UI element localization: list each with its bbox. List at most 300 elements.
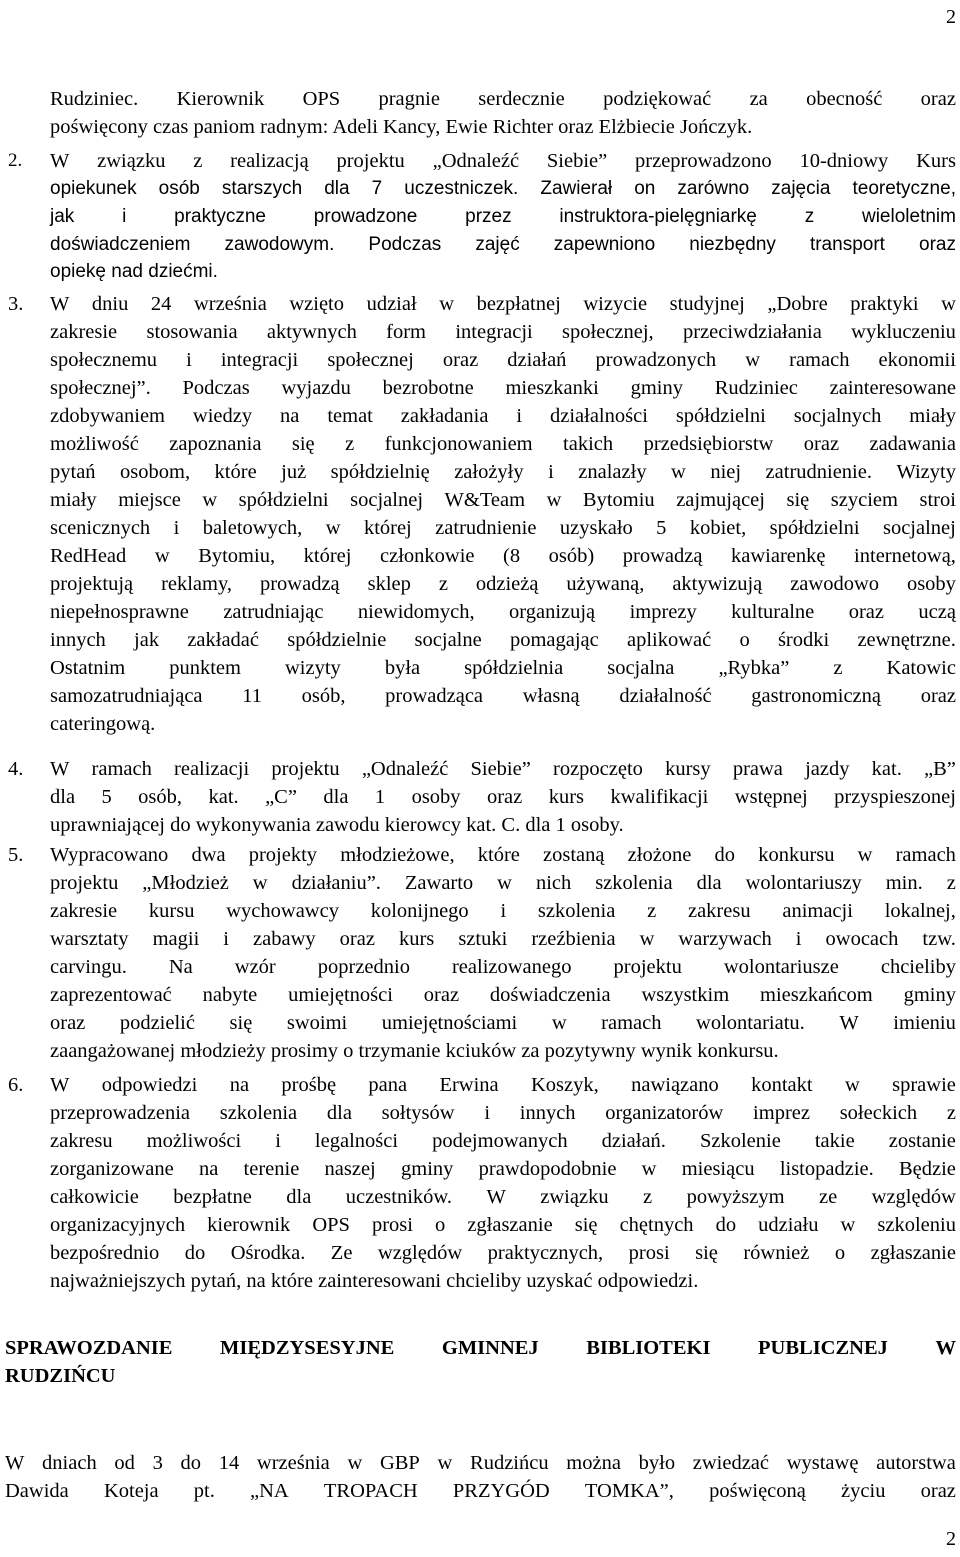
word: sprawie bbox=[892, 1074, 956, 1096]
word: projektu bbox=[613, 956, 682, 978]
word: min. bbox=[885, 872, 923, 894]
word: wyjazdu bbox=[281, 377, 351, 399]
word: przez bbox=[465, 206, 512, 227]
word: (8 bbox=[503, 545, 521, 567]
word: przeciwdziałania bbox=[683, 321, 822, 343]
word: wzór bbox=[234, 956, 276, 978]
line-text: cateringową. bbox=[50, 713, 156, 735]
word: magii bbox=[152, 928, 200, 950]
word: „B” bbox=[924, 758, 956, 780]
word: OPS bbox=[302, 88, 341, 110]
word: nabyte bbox=[202, 984, 258, 1006]
word: Podczas bbox=[368, 234, 442, 255]
word: projekty bbox=[248, 844, 318, 866]
word: gminy bbox=[630, 377, 683, 399]
list-item-line bbox=[50, 204, 956, 230]
word: Będzie bbox=[898, 1158, 956, 1180]
word: niej bbox=[710, 461, 742, 483]
word: „Odnaleźć bbox=[432, 150, 520, 172]
word: owocach bbox=[825, 928, 899, 950]
word: innych bbox=[50, 629, 106, 651]
word: GBP bbox=[379, 1452, 420, 1474]
list-item-number: 4. bbox=[8, 758, 24, 780]
word: integracji bbox=[220, 349, 299, 371]
word: w bbox=[154, 545, 170, 567]
list-item-line bbox=[50, 627, 956, 653]
word: umiejętnościami bbox=[381, 1012, 518, 1034]
word: związku bbox=[540, 1186, 609, 1208]
word: działaniu”. bbox=[291, 872, 381, 894]
word: w bbox=[840, 1214, 856, 1236]
word: legalności bbox=[314, 1130, 399, 1152]
list-item-line bbox=[50, 571, 956, 597]
line-text: RUDZIŃCU bbox=[5, 1365, 116, 1387]
word: serdecznie bbox=[478, 88, 565, 110]
word: dla bbox=[324, 178, 350, 199]
word: PRZYGÓD bbox=[452, 1480, 550, 1502]
word: realizacji bbox=[174, 758, 250, 780]
word: dwa bbox=[191, 844, 226, 866]
word: i bbox=[173, 517, 180, 539]
word: imieniu bbox=[893, 1012, 956, 1034]
word: kierownik bbox=[207, 1214, 291, 1236]
word: prowadzone bbox=[313, 206, 418, 227]
word: Bytomiu, bbox=[198, 545, 276, 567]
word: oraz bbox=[50, 1012, 86, 1034]
word: zainteresowane bbox=[829, 377, 956, 399]
word: umiejętności bbox=[288, 984, 393, 1006]
word: które bbox=[477, 844, 520, 866]
word: Na bbox=[168, 956, 193, 978]
word: 3 bbox=[152, 1452, 163, 1474]
word: BIBLIOTEKI bbox=[586, 1337, 711, 1359]
word: i bbox=[500, 900, 507, 922]
word: organizacyjnych bbox=[50, 1214, 186, 1236]
word: do bbox=[180, 1452, 202, 1474]
word: względów bbox=[377, 1242, 463, 1264]
word: socjalne bbox=[414, 629, 482, 651]
word: możliwość bbox=[50, 433, 139, 455]
word: szkolenia bbox=[219, 1102, 298, 1124]
word: mieszkanki bbox=[505, 377, 599, 399]
word: Ze bbox=[330, 1242, 353, 1264]
word: uzyskało bbox=[559, 517, 633, 539]
word: autorstwa bbox=[876, 1452, 956, 1474]
word: sołtysów bbox=[381, 1102, 455, 1124]
word: wystawę bbox=[786, 1452, 859, 1474]
line-text: poświęcony czas paniom radnym: Adeli Kancy, Ewie Richter oraz Elżbiecie Jończyk. bbox=[50, 116, 753, 138]
word: oraz bbox=[848, 601, 884, 623]
word: teoretyczne, bbox=[852, 178, 956, 199]
word: Ośrodka. bbox=[230, 1242, 306, 1264]
word: Rudzińcu bbox=[470, 1452, 549, 1474]
list-item-line bbox=[50, 1038, 956, 1064]
word: zakładać bbox=[187, 629, 260, 651]
word: uczą bbox=[918, 601, 956, 623]
word: o bbox=[435, 1214, 446, 1236]
word: i bbox=[484, 1102, 491, 1124]
word: socjalnych bbox=[793, 405, 882, 427]
word: samozatrudniająca bbox=[50, 685, 203, 707]
word: prosi bbox=[371, 1214, 413, 1236]
word: imprezy bbox=[629, 601, 697, 623]
section-heading-line bbox=[5, 1363, 956, 1389]
word: warzywach bbox=[678, 928, 772, 950]
word: takie bbox=[814, 1130, 855, 1152]
word: w bbox=[497, 872, 512, 894]
word: uczestników. bbox=[345, 1186, 453, 1208]
word: Kurs bbox=[916, 150, 956, 172]
list-item-line bbox=[50, 784, 956, 810]
word: starszych bbox=[221, 178, 303, 199]
word: szkolenia bbox=[537, 900, 616, 922]
list-item-line bbox=[50, 259, 956, 285]
word: carvingu. bbox=[50, 956, 127, 978]
word: listopadzie. bbox=[779, 1158, 874, 1180]
word: spółdzielnię bbox=[330, 461, 430, 483]
word: organizatorów bbox=[605, 1102, 724, 1124]
word: w bbox=[252, 872, 268, 894]
word: podejmowanych bbox=[432, 1130, 568, 1152]
word: z bbox=[804, 206, 815, 227]
word: projektu bbox=[50, 872, 119, 894]
word: pragnie bbox=[378, 88, 440, 110]
word: „Odnaleźć bbox=[361, 758, 449, 780]
word: w bbox=[941, 293, 956, 315]
word: on bbox=[634, 178, 656, 199]
word: wizyty bbox=[284, 657, 341, 679]
word: mieszkańcom bbox=[760, 984, 873, 1006]
word: zostaną bbox=[543, 844, 605, 866]
word: w bbox=[202, 489, 218, 511]
word: i bbox=[548, 461, 554, 483]
word: i bbox=[122, 206, 127, 227]
word: MIĘDZYSESYJNE bbox=[220, 1337, 395, 1359]
word: zadawania bbox=[869, 433, 956, 455]
word: animacji bbox=[782, 900, 853, 922]
word: gminy bbox=[401, 1158, 454, 1180]
word: Kierownik bbox=[176, 88, 265, 110]
word: zgłaszanie bbox=[870, 1242, 956, 1264]
word: na bbox=[280, 405, 300, 427]
word: terenie bbox=[243, 1158, 300, 1180]
word: zaprezentować bbox=[50, 984, 172, 1006]
word: wykluczeniu bbox=[851, 321, 956, 343]
word: przeprowadzono bbox=[635, 150, 772, 172]
word: zawodowo bbox=[790, 573, 880, 595]
word: stosowania bbox=[146, 321, 238, 343]
word: aktywizują bbox=[672, 573, 763, 595]
word: obecność bbox=[806, 88, 883, 110]
list-item-line bbox=[50, 347, 956, 373]
word: środki bbox=[777, 629, 830, 651]
word: używaną, bbox=[566, 573, 645, 595]
word: z bbox=[643, 1186, 653, 1208]
word: młodzieżowe, bbox=[340, 844, 455, 866]
word: innych bbox=[519, 1102, 576, 1124]
word: w bbox=[437, 1452, 453, 1474]
word: praktyki bbox=[850, 293, 919, 315]
word: wzięto bbox=[289, 293, 345, 315]
word: Katowic bbox=[886, 657, 956, 679]
word: organizują bbox=[509, 601, 596, 623]
word: oraz bbox=[920, 685, 956, 707]
word: 14 bbox=[218, 1452, 240, 1474]
list-item-line bbox=[50, 683, 956, 709]
word: gastronomiczną bbox=[751, 685, 882, 707]
list-item-line bbox=[50, 1100, 956, 1126]
word: od bbox=[114, 1452, 135, 1474]
word: do bbox=[714, 844, 736, 866]
word: dla bbox=[50, 786, 76, 808]
word: Wizyty bbox=[896, 461, 956, 483]
word: bezpłatne bbox=[173, 1186, 252, 1208]
word: do bbox=[715, 1214, 737, 1236]
word: osoby bbox=[411, 786, 461, 808]
word: Podczas bbox=[182, 377, 250, 399]
word: ramach bbox=[789, 349, 850, 371]
word: 11 bbox=[242, 685, 262, 707]
word: W bbox=[935, 1337, 956, 1359]
line-text: najważniejszych pytań, na które zainteresowani chcieliby uzyskać odpowiedzi. bbox=[50, 1270, 699, 1292]
word: spółdzielni bbox=[675, 405, 766, 427]
word: września bbox=[256, 1452, 330, 1474]
word: doświadczeniem bbox=[50, 234, 191, 255]
word: zatrudniając bbox=[223, 601, 324, 623]
word: dniu bbox=[91, 293, 129, 315]
list-item-line bbox=[50, 319, 956, 345]
word: integracji bbox=[455, 321, 533, 343]
word: której bbox=[303, 545, 352, 567]
word: do bbox=[184, 1242, 206, 1264]
list-item-line bbox=[50, 176, 956, 202]
word: punktem bbox=[169, 657, 241, 679]
word: W bbox=[486, 1186, 506, 1208]
word: kurs bbox=[398, 928, 435, 950]
list-item-line bbox=[50, 1010, 956, 1036]
word: dla bbox=[323, 786, 349, 808]
word: już bbox=[281, 461, 307, 483]
word: niewidomych, bbox=[357, 601, 475, 623]
word: 5 bbox=[101, 786, 112, 808]
word: W bbox=[50, 293, 70, 315]
word: stroi bbox=[919, 489, 956, 511]
word: oraz bbox=[486, 786, 523, 808]
word: zakładania bbox=[400, 405, 489, 427]
word: jak bbox=[134, 629, 160, 651]
line-text: uprawniającej do wykonywania zawodu kierowcy kat. C. dla 1 osoby. bbox=[50, 814, 624, 836]
word: wolontariatu. bbox=[696, 1012, 805, 1034]
word: oraz bbox=[339, 928, 375, 950]
word: prosi bbox=[628, 1242, 670, 1264]
word: „Młodzież bbox=[142, 872, 229, 894]
word: pana bbox=[368, 1074, 408, 1096]
list-item-line bbox=[50, 1072, 956, 1098]
word: aktywnych bbox=[266, 321, 357, 343]
list-item-line bbox=[50, 1212, 956, 1238]
word: socjalnej bbox=[350, 489, 424, 511]
word: oraz bbox=[803, 433, 840, 455]
list-item-line bbox=[50, 148, 956, 174]
word: spółdzielnie bbox=[287, 629, 387, 651]
list-item-line bbox=[50, 655, 956, 681]
word: OPS bbox=[312, 1214, 350, 1236]
word: spółdzielni bbox=[769, 517, 860, 539]
word: Zawarto bbox=[404, 872, 474, 894]
list-item-line bbox=[50, 711, 956, 737]
list-item-line bbox=[50, 599, 956, 625]
list-item-number: 3. bbox=[8, 293, 24, 315]
word: i bbox=[516, 405, 523, 427]
word: kulturalne bbox=[731, 601, 815, 623]
word: społecznej bbox=[327, 349, 414, 371]
word: wizycie bbox=[583, 293, 648, 315]
word: osobom, bbox=[120, 461, 191, 483]
word: Siebie” bbox=[470, 758, 531, 780]
word: związku bbox=[97, 150, 166, 172]
list-item-line bbox=[50, 1240, 956, 1266]
list-item-line bbox=[50, 926, 956, 952]
word: oraz bbox=[920, 88, 956, 110]
word: w bbox=[325, 517, 341, 539]
word: pt. bbox=[193, 1480, 215, 1502]
word: społecznej, bbox=[562, 321, 654, 343]
word: Zawierał bbox=[540, 178, 613, 199]
word: z bbox=[946, 1102, 956, 1124]
word: i bbox=[795, 928, 802, 950]
word: zorganizowane bbox=[50, 1158, 174, 1180]
word: Dawida bbox=[5, 1480, 69, 1502]
word: kurs bbox=[548, 786, 585, 808]
word: osoby bbox=[906, 573, 956, 595]
word: Siebie” bbox=[546, 150, 608, 172]
list-item-line bbox=[50, 812, 956, 838]
word: jazdy bbox=[805, 758, 850, 780]
list-item-line bbox=[50, 1268, 956, 1294]
word: miały bbox=[50, 489, 97, 511]
word: wychowawcy bbox=[226, 900, 339, 922]
word: podziękować bbox=[603, 88, 712, 110]
section-heading-line bbox=[5, 1335, 956, 1361]
word: takich bbox=[563, 433, 614, 455]
word: społecznemu bbox=[50, 349, 158, 371]
word: ramach bbox=[601, 1012, 662, 1034]
word: w bbox=[639, 928, 655, 950]
word: się bbox=[695, 1242, 718, 1264]
word: praktycznych, bbox=[487, 1242, 604, 1264]
word: udział bbox=[366, 293, 417, 315]
list-item-number: 5. bbox=[8, 844, 24, 866]
word: i bbox=[275, 1130, 281, 1152]
word: funkcjonowaniem bbox=[384, 433, 533, 455]
word: niezbędny bbox=[689, 234, 776, 255]
word: kawiarenkę bbox=[731, 545, 826, 567]
word: znalazły bbox=[578, 461, 647, 483]
list-item-line bbox=[50, 1156, 956, 1182]
word: w bbox=[857, 844, 873, 866]
word: „NA bbox=[250, 1480, 289, 1502]
word: wszystkim bbox=[641, 984, 730, 1006]
paragraph-line bbox=[5, 1478, 956, 1504]
word: własną bbox=[522, 685, 580, 707]
word: przyspieszonej bbox=[834, 786, 956, 808]
word: wolontariusze bbox=[723, 956, 839, 978]
word: zajęcia bbox=[771, 178, 831, 199]
list-item-line bbox=[50, 982, 956, 1008]
word: doświadczenia bbox=[489, 984, 611, 1006]
word: przedsiębiorstw bbox=[643, 433, 774, 455]
word: o bbox=[834, 1242, 846, 1264]
word: „C” bbox=[265, 786, 297, 808]
word: w bbox=[439, 293, 455, 315]
word: prowadzą bbox=[259, 573, 340, 595]
word: działań bbox=[507, 349, 567, 371]
word: zatrudnienie bbox=[435, 517, 537, 539]
word: Szkolenie bbox=[699, 1130, 781, 1152]
word: dniach bbox=[42, 1452, 97, 1474]
word: 7 bbox=[371, 178, 383, 199]
word: Wypracowano bbox=[50, 844, 169, 866]
list-item-line bbox=[50, 756, 956, 782]
word: dla bbox=[696, 872, 722, 894]
word: zabawy bbox=[253, 928, 316, 950]
list-item-line bbox=[50, 898, 956, 924]
word: zarówno bbox=[677, 178, 750, 199]
word: na bbox=[229, 1074, 250, 1096]
word: zakresie bbox=[50, 900, 118, 922]
list-item-line bbox=[50, 954, 956, 980]
word: SPRAWOZDANIE bbox=[5, 1337, 173, 1359]
word: osób, bbox=[138, 786, 183, 808]
word: zakresu bbox=[50, 1130, 113, 1152]
word: W bbox=[50, 150, 70, 172]
word: Koszyk, bbox=[531, 1074, 599, 1096]
word: prawdopodobnie bbox=[478, 1158, 617, 1180]
list-item-line bbox=[50, 842, 956, 868]
word: z bbox=[946, 872, 956, 894]
word: z bbox=[833, 657, 843, 679]
word: bezpośrednio bbox=[50, 1242, 160, 1264]
word: naszej bbox=[324, 1158, 376, 1180]
word: form bbox=[386, 321, 427, 343]
word: temat bbox=[327, 405, 373, 427]
word: praktyczne bbox=[174, 206, 266, 227]
word: studyjnej bbox=[669, 293, 745, 315]
list-item-line bbox=[50, 375, 956, 401]
list-item-line bbox=[50, 291, 956, 317]
list-item-number: 6. bbox=[8, 1074, 24, 1096]
word: działań. bbox=[601, 1130, 666, 1152]
word: 1 bbox=[374, 786, 386, 808]
word: W bbox=[50, 1074, 70, 1096]
word: całkowicie bbox=[50, 1186, 139, 1208]
word: w bbox=[641, 1158, 657, 1180]
word: podzielić bbox=[119, 1012, 195, 1034]
word: kobiet, bbox=[689, 517, 747, 539]
word: złożone bbox=[627, 844, 692, 866]
word: Bytomiu bbox=[582, 489, 655, 511]
word: scenicznych bbox=[50, 517, 151, 539]
word: przeprowadzenia bbox=[50, 1102, 190, 1124]
list-item-line bbox=[50, 459, 956, 485]
word: za bbox=[749, 88, 768, 110]
word: w bbox=[347, 1452, 363, 1474]
word: założyły bbox=[454, 461, 524, 483]
word: projektują bbox=[50, 573, 134, 595]
line-text: opiekę nad dziećmi. bbox=[50, 261, 218, 282]
word: Erwina bbox=[439, 1074, 499, 1096]
word: 5 bbox=[656, 517, 667, 539]
